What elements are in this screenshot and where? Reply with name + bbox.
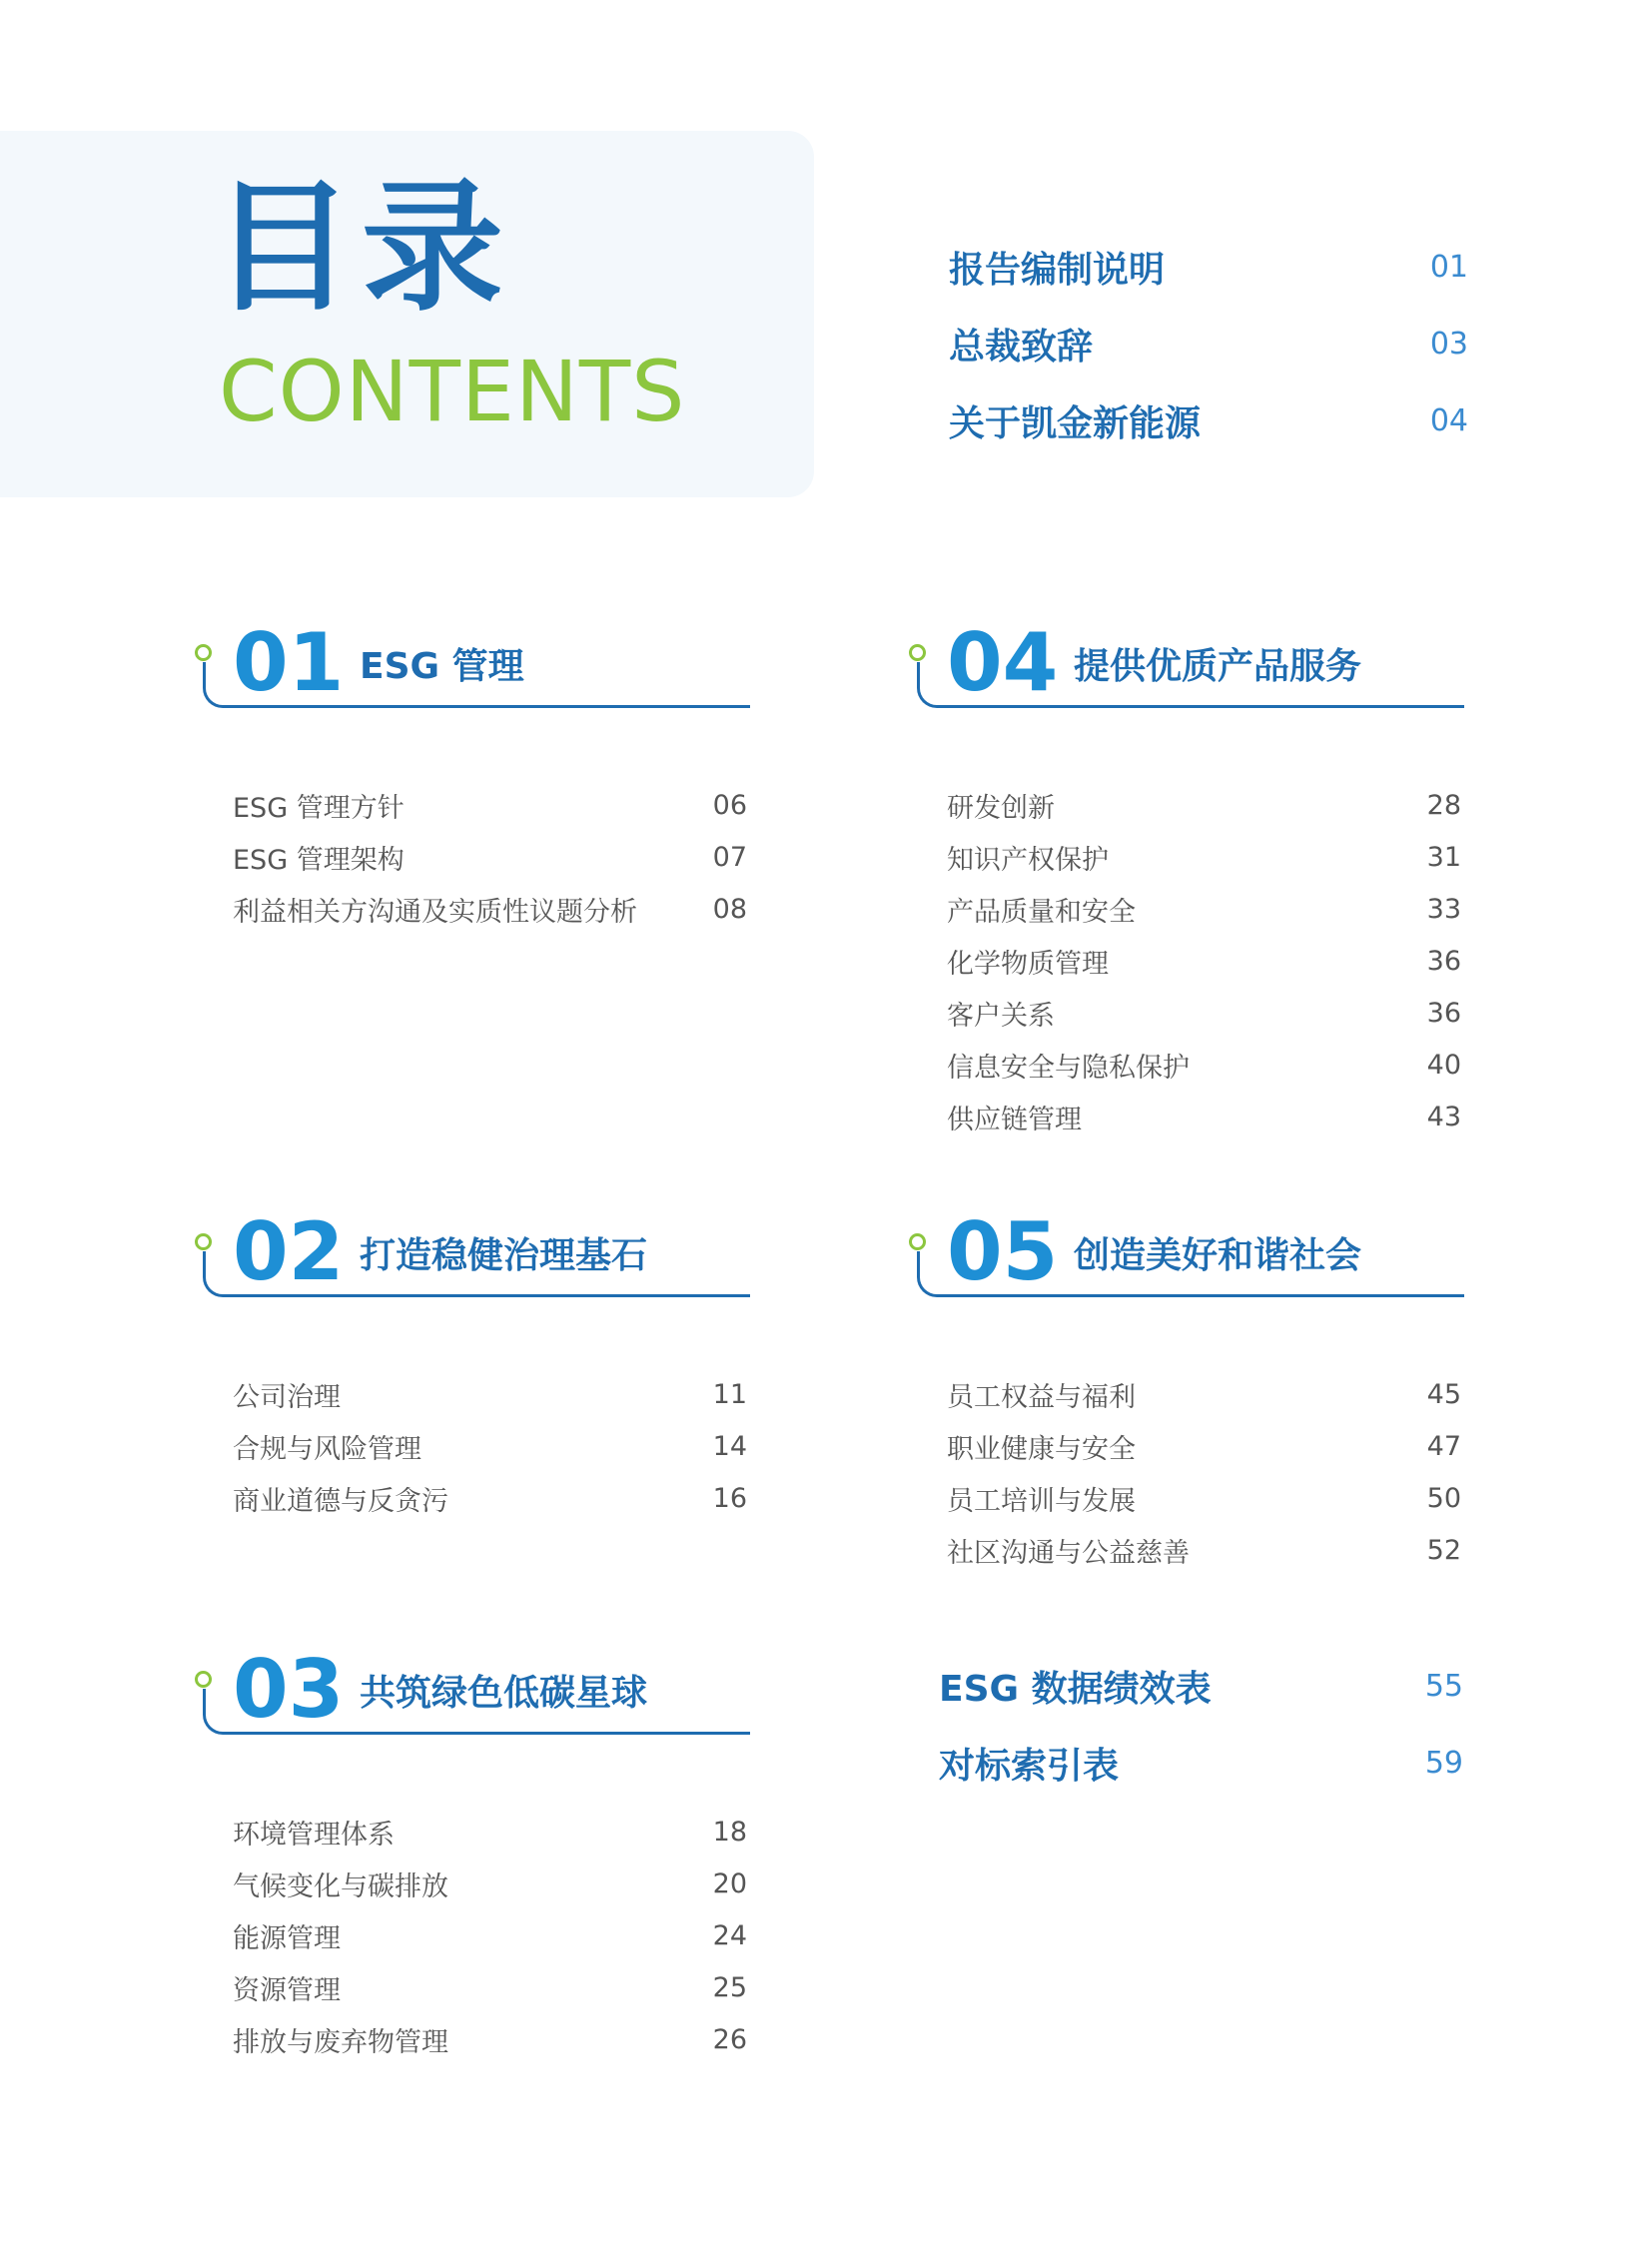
toc-item-page: 50 bbox=[1426, 1482, 1461, 1514]
toc-item-label: 产品质量和安全 bbox=[947, 896, 1136, 928]
toc-item[interactable] bbox=[233, 2013, 749, 2065]
section-title[interactable]: 提供优质产品服务 bbox=[1074, 646, 1362, 687]
section-header bbox=[205, 1205, 749, 1318]
toc-item[interactable] bbox=[947, 1420, 1463, 1472]
toc-item-label: 信息安全与隐私保护 bbox=[947, 1052, 1190, 1084]
toc-item-label: 能源管理 bbox=[233, 1922, 341, 1954]
toc-item-label: 员工权益与福利 bbox=[947, 1381, 1136, 1413]
section-header bbox=[919, 616, 1463, 729]
toc-item-label: 供应链管理 bbox=[947, 1104, 1082, 1135]
toc-link-page: 55 bbox=[1424, 1668, 1463, 1704]
section-number: 02 bbox=[233, 1205, 345, 1298]
toc-item-label: 合规与风险管理 bbox=[233, 1433, 421, 1465]
toc-item-page: 25 bbox=[712, 1971, 747, 2003]
toc-item[interactable] bbox=[947, 987, 1463, 1039]
toc-item-label: 公司治理 bbox=[233, 1381, 341, 1413]
section-number: 03 bbox=[233, 1643, 345, 1736]
toc-item[interactable] bbox=[233, 1368, 749, 1420]
section-number: 05 bbox=[947, 1205, 1059, 1298]
toc-link-page: 03 bbox=[1429, 326, 1468, 362]
section-header bbox=[919, 1205, 1463, 1318]
section-header bbox=[205, 1643, 749, 1756]
toc-item-label: 客户关系 bbox=[947, 1000, 1055, 1032]
toc-item[interactable] bbox=[233, 779, 749, 831]
toc-item[interactable] bbox=[233, 883, 749, 935]
toc-item[interactable] bbox=[947, 831, 1463, 883]
toc-item-page: 45 bbox=[1426, 1378, 1461, 1410]
toc-item-page: 52 bbox=[1426, 1534, 1461, 1566]
toc-section-04 bbox=[919, 616, 1463, 1142]
section-title[interactable]: ESG 管理 bbox=[360, 646, 524, 687]
toc-item[interactable] bbox=[947, 1472, 1463, 1524]
toc-link-label: 报告编制说明 bbox=[949, 249, 1166, 291]
toc-item-label: ESG 管理架构 bbox=[233, 844, 405, 876]
toc-link-page: 59 bbox=[1424, 1745, 1463, 1781]
toc-item-label: 知识产权保护 bbox=[947, 844, 1109, 876]
section-dot-icon bbox=[195, 1671, 212, 1688]
toc-link-label: 总裁致辞 bbox=[949, 326, 1094, 368]
toc-item-page: 47 bbox=[1426, 1430, 1461, 1462]
toc-item-label: 利益相关方沟通及实质性议题分析 bbox=[233, 896, 637, 928]
toc-item[interactable] bbox=[947, 935, 1463, 987]
toc-item-page: 11 bbox=[712, 1378, 747, 1410]
toc-item-label: 商业道德与反贪污 bbox=[233, 1485, 448, 1517]
toc-item[interactable] bbox=[947, 1368, 1463, 1420]
toc-item-page: 28 bbox=[1426, 789, 1461, 821]
toc-link-label: 对标索引表 bbox=[939, 1745, 1120, 1787]
toc-item-label: 排放与废弃物管理 bbox=[233, 2026, 448, 2058]
toc-item-page: 36 bbox=[1426, 997, 1461, 1029]
toc-link-esg-data[interactable] bbox=[939, 1661, 1463, 1711]
toc-item-label: 化学物质管理 bbox=[947, 948, 1109, 980]
toc-item-label: 社区沟通与公益慈善 bbox=[947, 1537, 1190, 1569]
toc-item[interactable] bbox=[233, 831, 749, 883]
toc-item-label: 研发创新 bbox=[947, 792, 1055, 824]
section-dot-icon bbox=[909, 1233, 926, 1250]
toc-item-label: 气候变化与碳排放 bbox=[233, 1870, 448, 1902]
section-dot-icon bbox=[195, 644, 212, 661]
section-title[interactable]: 打造稳健治理基石 bbox=[360, 1235, 648, 1276]
section-dot-icon bbox=[909, 644, 926, 661]
section-header bbox=[205, 616, 749, 729]
page-subtitle: CONTENTS bbox=[219, 343, 686, 440]
toc-section-01 bbox=[205, 616, 749, 935]
toc-item[interactable] bbox=[947, 1524, 1463, 1576]
toc-item[interactable] bbox=[233, 1909, 749, 1961]
toc-item-label: 职业健康与安全 bbox=[947, 1433, 1136, 1465]
section-number: 01 bbox=[233, 616, 345, 709]
toc-item[interactable] bbox=[947, 779, 1463, 831]
toc-item[interactable] bbox=[233, 1961, 749, 2013]
toc-item-label: 资源管理 bbox=[233, 1974, 341, 2006]
toc-section-05 bbox=[919, 1205, 1463, 1576]
toc-link-president-message[interactable] bbox=[949, 319, 1468, 369]
toc-link-page: 04 bbox=[1429, 402, 1468, 438]
toc-item-page: 43 bbox=[1426, 1101, 1461, 1132]
toc-item-page: 31 bbox=[1426, 841, 1461, 873]
toc-item-page: 07 bbox=[712, 841, 747, 873]
toc-item-page: 20 bbox=[712, 1868, 747, 1899]
toc-item-page: 06 bbox=[712, 789, 747, 821]
section-dot-icon bbox=[195, 1233, 212, 1250]
toc-item[interactable] bbox=[947, 1091, 1463, 1142]
toc-item-label: 员工培训与发展 bbox=[947, 1485, 1136, 1517]
toc-item-page: 14 bbox=[712, 1430, 747, 1462]
toc-link-label: 关于凯金新能源 bbox=[949, 402, 1202, 444]
toc-item-page: 36 bbox=[1426, 945, 1461, 977]
toc-item-page: 33 bbox=[1426, 893, 1461, 925]
toc-link-about-company[interactable] bbox=[949, 395, 1468, 445]
toc-item[interactable] bbox=[233, 1858, 749, 1909]
toc-item-page: 40 bbox=[1426, 1049, 1461, 1081]
toc-item[interactable] bbox=[947, 883, 1463, 935]
section-title[interactable]: 创造美好和谐社会 bbox=[1074, 1235, 1362, 1276]
toc-item[interactable] bbox=[233, 1420, 749, 1472]
toc-item[interactable] bbox=[947, 1039, 1463, 1091]
toc-item-page: 16 bbox=[712, 1482, 747, 1514]
section-title[interactable]: 共筑绿色低碳星球 bbox=[360, 1673, 648, 1714]
toc-item[interactable] bbox=[233, 1472, 749, 1524]
page-title: 目录 bbox=[212, 166, 511, 331]
toc-section-03 bbox=[205, 1643, 749, 2065]
toc-item-page: 26 bbox=[712, 2023, 747, 2055]
toc-link-index-table[interactable] bbox=[939, 1738, 1463, 1788]
toc-item-label: 环境管理体系 bbox=[233, 1819, 395, 1851]
toc-link-report-notes[interactable] bbox=[949, 242, 1468, 292]
toc-item[interactable] bbox=[233, 1806, 749, 1858]
toc-link-label: ESG 数据绩效表 bbox=[939, 1668, 1212, 1710]
toc-item-label: ESG 管理方针 bbox=[233, 792, 405, 824]
toc-item-page: 18 bbox=[712, 1816, 747, 1848]
toc-section-02 bbox=[205, 1205, 749, 1524]
toc-item-page: 08 bbox=[712, 893, 747, 925]
toc-item-page: 24 bbox=[712, 1919, 747, 1951]
toc-link-page: 01 bbox=[1429, 249, 1468, 285]
section-number: 04 bbox=[947, 616, 1059, 709]
